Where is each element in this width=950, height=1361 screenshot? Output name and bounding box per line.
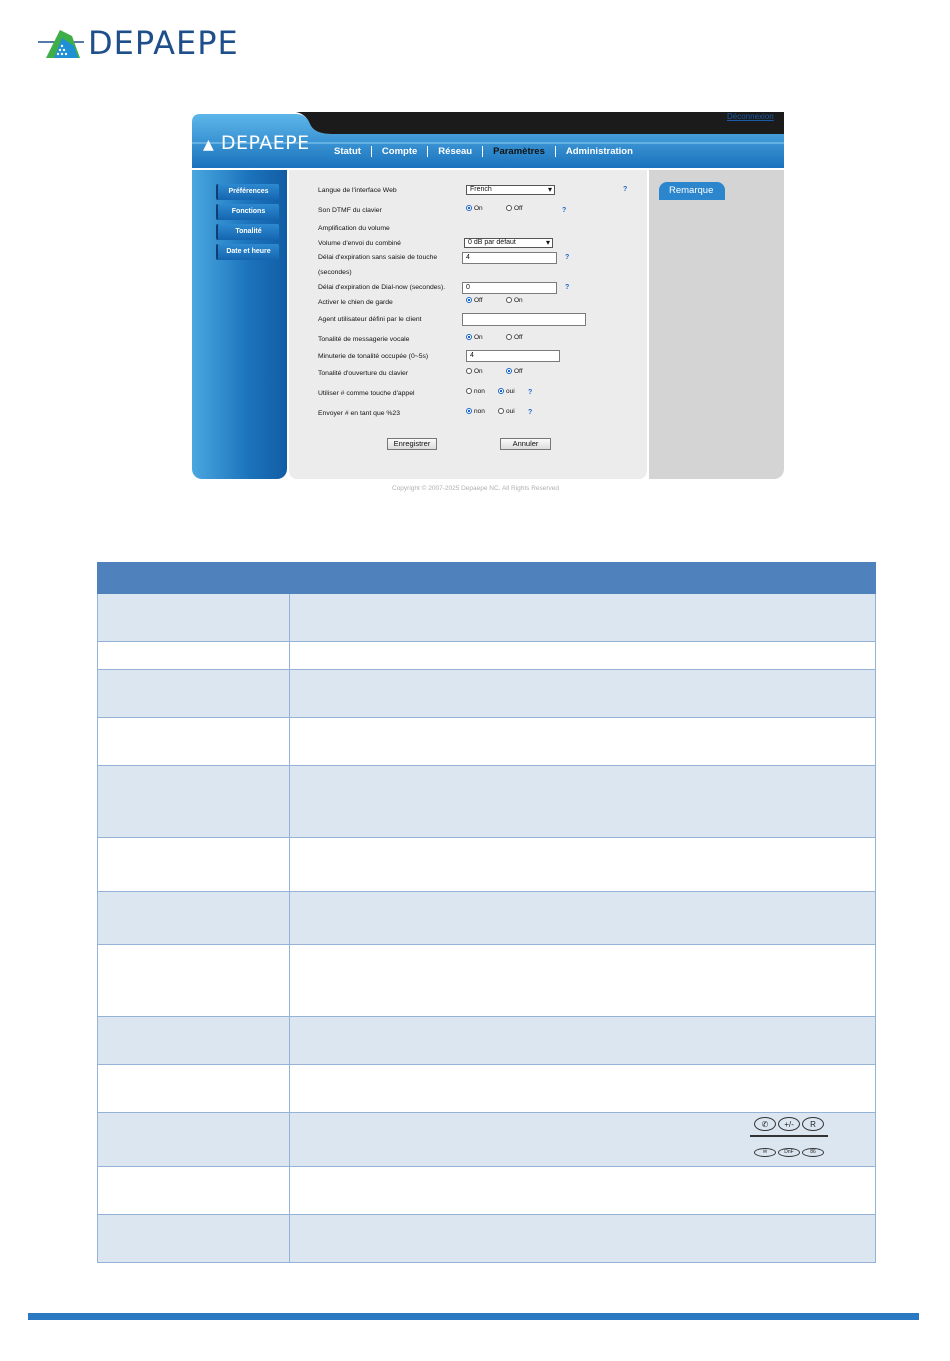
logo-mark-icon <box>38 24 86 62</box>
main-nav <box>334 144 643 158</box>
send23-non-radio[interactable] <box>466 408 485 415</box>
radio-label: oui <box>506 388 515 395</box>
copyright-text: Copyright © 2007-2025 Depaepe NC. All Rights Reserved <box>392 485 560 492</box>
table-cell <box>98 642 290 670</box>
keytone-off-radio[interactable] <box>506 368 523 375</box>
radio-dot-icon <box>498 388 504 394</box>
hash-non-radio[interactable] <box>466 388 485 395</box>
table-cell <box>290 1215 876 1263</box>
remark-tab: Remarque <box>659 182 725 200</box>
amp-label: Amplification du volume <box>318 225 390 232</box>
page-logo <box>38 24 238 64</box>
radio-label: Off <box>514 334 523 341</box>
table-header-cell <box>98 563 290 594</box>
table-cell <box>290 670 876 718</box>
table-row <box>98 892 876 945</box>
table-cell <box>290 838 876 892</box>
keytone-on-radio[interactable] <box>466 368 483 375</box>
vol-select[interactable]: 0 dB par défaut ▾ <box>464 238 553 248</box>
table-row <box>98 1215 876 1263</box>
table-cell <box>290 1167 876 1215</box>
table-cell <box>98 1215 290 1263</box>
mail-key-icon: ✉ <box>754 1148 776 1157</box>
table-row <box>98 1065 876 1113</box>
remark-panel <box>649 170 784 479</box>
table-row <box>98 766 876 838</box>
radio-dot-icon <box>506 205 512 211</box>
table-cell <box>98 1065 290 1113</box>
radio-label: On <box>514 297 523 304</box>
radio-label: On <box>474 368 483 375</box>
house-logo-icon: ▲ <box>203 137 215 153</box>
table-cell <box>290 594 876 642</box>
table-row <box>98 1113 876 1167</box>
table-header-cell <box>290 563 876 594</box>
radio-dot-icon <box>466 334 472 340</box>
nav-statut[interactable]: Statut <box>334 146 372 157</box>
radio-dot-icon <box>466 408 472 414</box>
table-cell <box>98 1017 290 1065</box>
radio-label: On <box>474 334 483 341</box>
radio-label: Off <box>514 205 523 212</box>
radio-label: Off <box>514 368 523 375</box>
watchdog-on-radio[interactable] <box>506 297 523 304</box>
radio-label: Off <box>474 297 483 304</box>
cancel-button[interactable]: Annuler <box>500 438 551 450</box>
hash-label: Utiliser # comme touche d'appel <box>318 390 415 397</box>
table-cell <box>98 670 290 718</box>
sidebar-tab-preferences[interactable]: Préférences <box>216 184 279 200</box>
watchdog-label: Activer le chien de garde <box>318 299 393 306</box>
radio-label: non <box>474 408 485 415</box>
ua-label: Agent utilisateur défini par le client <box>318 316 422 323</box>
help-icon[interactable]: ? <box>528 389 533 396</box>
help-icon[interactable]: ? <box>565 254 570 261</box>
logout-link[interactable]: Déconnexion <box>727 112 774 121</box>
busy-label: Minuterie de tonalité occupée (0~5s) <box>318 353 429 360</box>
send23-oui-radio[interactable] <box>498 408 515 415</box>
dialnow-label: Délai d'expiration de Dial-now (secondes). <box>318 284 446 291</box>
radio-dot-icon <box>466 205 472 211</box>
table-cell <box>98 838 290 892</box>
dialnow-input[interactable]: 0 <box>462 282 557 294</box>
nav-parametres[interactable]: Paramètres <box>483 146 556 157</box>
table-row <box>98 594 876 642</box>
nav-administration[interactable]: Administration <box>565 145 633 157</box>
inner-logo-text: DEPAEPE <box>220 132 310 154</box>
table-cell <box>290 642 876 670</box>
help-icon[interactable]: ? <box>565 284 570 291</box>
hash-oui-radio[interactable] <box>498 388 515 395</box>
lang-select[interactable]: French ▾ <box>466 185 555 195</box>
vol-label: Volume d'envoi du combiné <box>318 240 401 247</box>
save-button[interactable]: Enregistrer <box>387 438 437 450</box>
table-cell <box>290 766 876 838</box>
redial-key: 86 <box>802 1148 824 1157</box>
table-cell <box>290 1017 876 1065</box>
plus-minus-key: +/- <box>778 1117 800 1131</box>
radio-dot-icon <box>506 297 512 303</box>
sidebar-tab-date-heure[interactable]: Date et heure <box>216 244 279 260</box>
ua-input[interactable] <box>462 313 586 326</box>
table-cell <box>98 892 290 945</box>
radio-dot-icon <box>466 297 472 303</box>
send23-label: Envoyer # en tant que %23 <box>318 410 400 417</box>
nav-reseau[interactable]: Réseau <box>428 146 483 157</box>
table-row <box>98 718 876 766</box>
table-cell <box>290 945 876 1017</box>
dnf-key: DnF <box>778 1148 800 1157</box>
table-row <box>98 1167 876 1215</box>
busy-input[interactable]: 4 <box>466 350 560 362</box>
radio-dot-icon <box>466 368 472 374</box>
vm-label: Tonalité de messagerie vocale <box>318 336 410 343</box>
table-cell <box>290 1065 876 1113</box>
keytone-label: Tonalité d'ouverture du clavier <box>318 370 409 377</box>
table-header-row <box>98 563 876 594</box>
dtmf-label: Son DTMF du clavier <box>318 207 382 214</box>
table-row <box>98 670 876 718</box>
keys-row-2 <box>750 1137 828 1158</box>
phone-keys-illustration <box>750 1114 828 1158</box>
radio-dot-icon <box>506 368 512 374</box>
sidebar-tab-tonalite[interactable]: Tonalité <box>216 224 279 240</box>
table-cell <box>290 1113 876 1167</box>
parameter-table <box>97 562 876 1263</box>
footer-bar <box>28 1313 919 1320</box>
watchdog-off-radio[interactable] <box>466 297 483 304</box>
timeout-input[interactable]: 4 <box>462 252 557 264</box>
dtmf-on-radio[interactable] <box>466 205 483 212</box>
timeout-label-unit: (secondes) <box>318 269 352 276</box>
table-cell <box>290 892 876 945</box>
inner-logo <box>203 132 310 154</box>
vm-off-radio[interactable] <box>506 334 523 341</box>
help-icon[interactable]: ? <box>562 207 567 214</box>
dtmf-off-radio[interactable] <box>506 205 523 212</box>
radio-label: On <box>474 205 483 212</box>
sidebar-tab-fonctions[interactable]: Fonctions <box>216 204 279 220</box>
table-cell <box>98 1167 290 1215</box>
table-cell <box>290 718 876 766</box>
radio-label: non <box>474 388 485 395</box>
table-cell <box>98 945 290 1017</box>
logo-text: DEPAEPE <box>88 24 239 62</box>
help-icon[interactable]: ? <box>623 186 628 193</box>
nav-compte[interactable]: Compte <box>372 146 428 157</box>
table-cell <box>98 594 290 642</box>
table-cell <box>98 1113 290 1167</box>
table-cell <box>98 766 290 838</box>
lang-label: Langue de l'interface Web <box>318 187 397 194</box>
table-cell <box>98 718 290 766</box>
table-row <box>98 945 876 1017</box>
radio-dot-icon <box>498 408 504 414</box>
vm-on-radio[interactable] <box>466 334 483 341</box>
handset-key-icon: ✆ <box>754 1117 776 1131</box>
table-row <box>98 1017 876 1065</box>
table-row <box>98 838 876 892</box>
timeout-label: Délai d'expiration sans saisie de touche <box>318 254 438 261</box>
r-key: R <box>802 1117 824 1131</box>
keys-row-1 <box>750 1114 828 1137</box>
radio-label: oui <box>506 408 515 415</box>
radio-dot-icon <box>506 334 512 340</box>
help-icon[interactable]: ? <box>528 409 533 416</box>
table-row <box>98 642 876 670</box>
radio-dot-icon <box>466 388 472 394</box>
